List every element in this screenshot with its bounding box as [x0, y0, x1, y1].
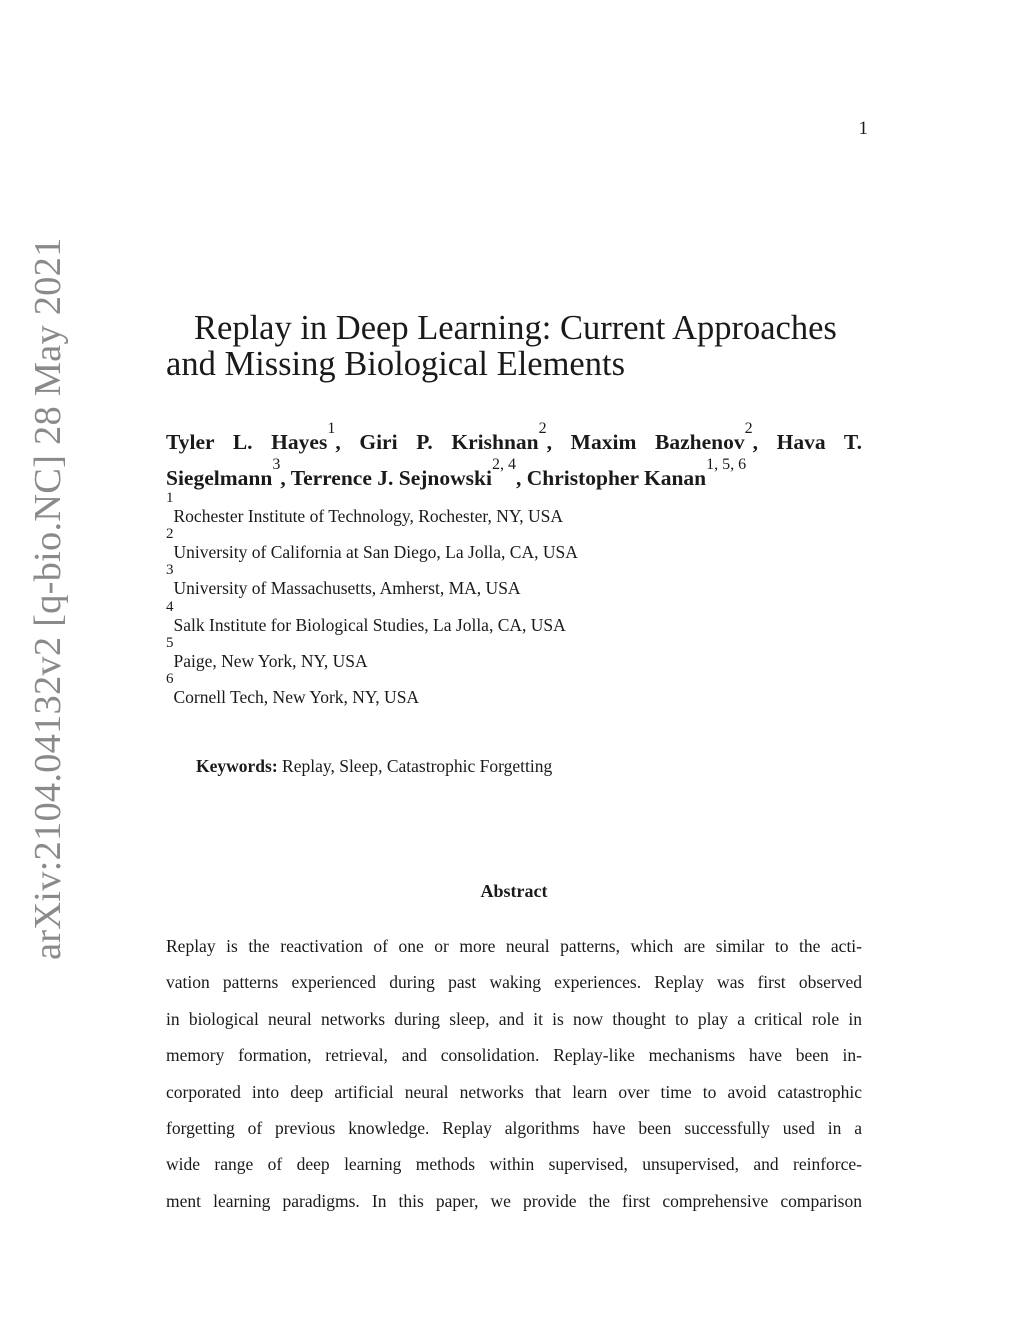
affiliation-number: 4	[166, 598, 174, 615]
affiliation-list	[166, 490, 862, 715]
author-affiliation-marker: 2	[538, 420, 547, 437]
affiliation-text: Cornell Tech, New York, NY, USA	[173, 686, 420, 707]
author-affiliation-marker: 3	[272, 456, 281, 473]
affiliation-number: 5	[166, 634, 174, 651]
author-name: Terrence J. Sejnowski	[290, 466, 492, 490]
author-affiliation-marker: 1	[327, 420, 336, 437]
keywords-line	[196, 756, 552, 777]
abstract-line: vation patterns experienced during past waking experiences. Replay was first observed	[166, 972, 862, 993]
author-name: Tyler L. Hayes	[166, 430, 328, 454]
abstract-body	[166, 928, 862, 1219]
abstract-line: in biological neural networks during sleep, and it is now thought to play a critical role in	[166, 1008, 862, 1029]
affiliation-number: 2	[166, 526, 174, 543]
author-separator: ,	[335, 430, 360, 454]
affiliation-item	[166, 490, 862, 534]
author-list	[166, 420, 862, 496]
affiliation-text: University of Massachusetts, Amherst, MA, USA	[173, 578, 521, 599]
abstract-line: Replay is the reactivation of one or more neural patterns, which are similar to the acti-	[166, 936, 862, 956]
affiliation-item	[166, 634, 862, 679]
affiliation-text: University of California at San Diego, La Jolla, CA, USA	[173, 542, 578, 563]
arxiv-identifier-stamp: arXiv:2104.04132v2 [q-bio.NC] 28 May 2021	[27, 237, 69, 960]
author-separator: ,	[515, 466, 527, 490]
author-name: Christopher Kanan	[526, 466, 707, 490]
author-name: Hava T. Siegelmann	[166, 430, 862, 490]
abstract-line: wide range of deep learning methods within supervised, unsupervised, and reinforce-	[166, 1154, 862, 1175]
paper-title: Replay in Deep Learning: Current Approaches and Missing Biological Elements	[166, 309, 837, 383]
author-affiliation-marker: 2, 4	[491, 456, 516, 473]
affiliation-number: 6	[166, 670, 174, 687]
author-separator: ,	[752, 430, 777, 454]
author-separator: ,	[546, 430, 571, 454]
author-affiliation-marker: 1, 5, 6	[706, 456, 747, 473]
affiliation-item	[166, 598, 862, 643]
affiliation-text: Rochester Institute of Technology, Rochester, NY, USA	[173, 506, 563, 526]
affiliation-item	[166, 526, 862, 570]
page-number: 1	[858, 118, 868, 139]
affiliation-item	[166, 670, 862, 715]
affiliation-text: Salk Institute for Biological Studies, La Jolla, CA, USA	[173, 614, 566, 635]
affiliation-item	[166, 562, 862, 606]
author-separator: ,	[280, 466, 291, 490]
abstract-heading: Abstract	[480, 881, 548, 901]
affiliation-number: 1	[166, 490, 174, 506]
keywords-label: Keywords:	[196, 756, 278, 776]
author-name: Maxim Bazhenov	[570, 430, 745, 454]
abstract-line: ment learning paradigms. In this paper, we provide the first comprehensive comparison	[166, 1190, 862, 1211]
abstract-line: forgetting of previous knowledge. Replay algorithms have been successfully used in a	[166, 1117, 862, 1138]
abstract-line: corporated into deep artificial neural networks that learn over time to avoid catastrophic	[166, 1081, 862, 1102]
author-name: Giri P. Krishnan	[359, 430, 539, 454]
affiliation-number: 3	[166, 562, 174, 579]
abstract-line: memory formation, retrieval, and consolidation. Replay-like mechanisms have been in-	[166, 1045, 862, 1066]
keywords-value: Replay, Sleep, Catastrophic Forgetting	[282, 756, 553, 776]
author-affiliation-marker: 2	[744, 420, 753, 437]
affiliation-text: Paige, New York, NY, USA	[173, 650, 368, 671]
